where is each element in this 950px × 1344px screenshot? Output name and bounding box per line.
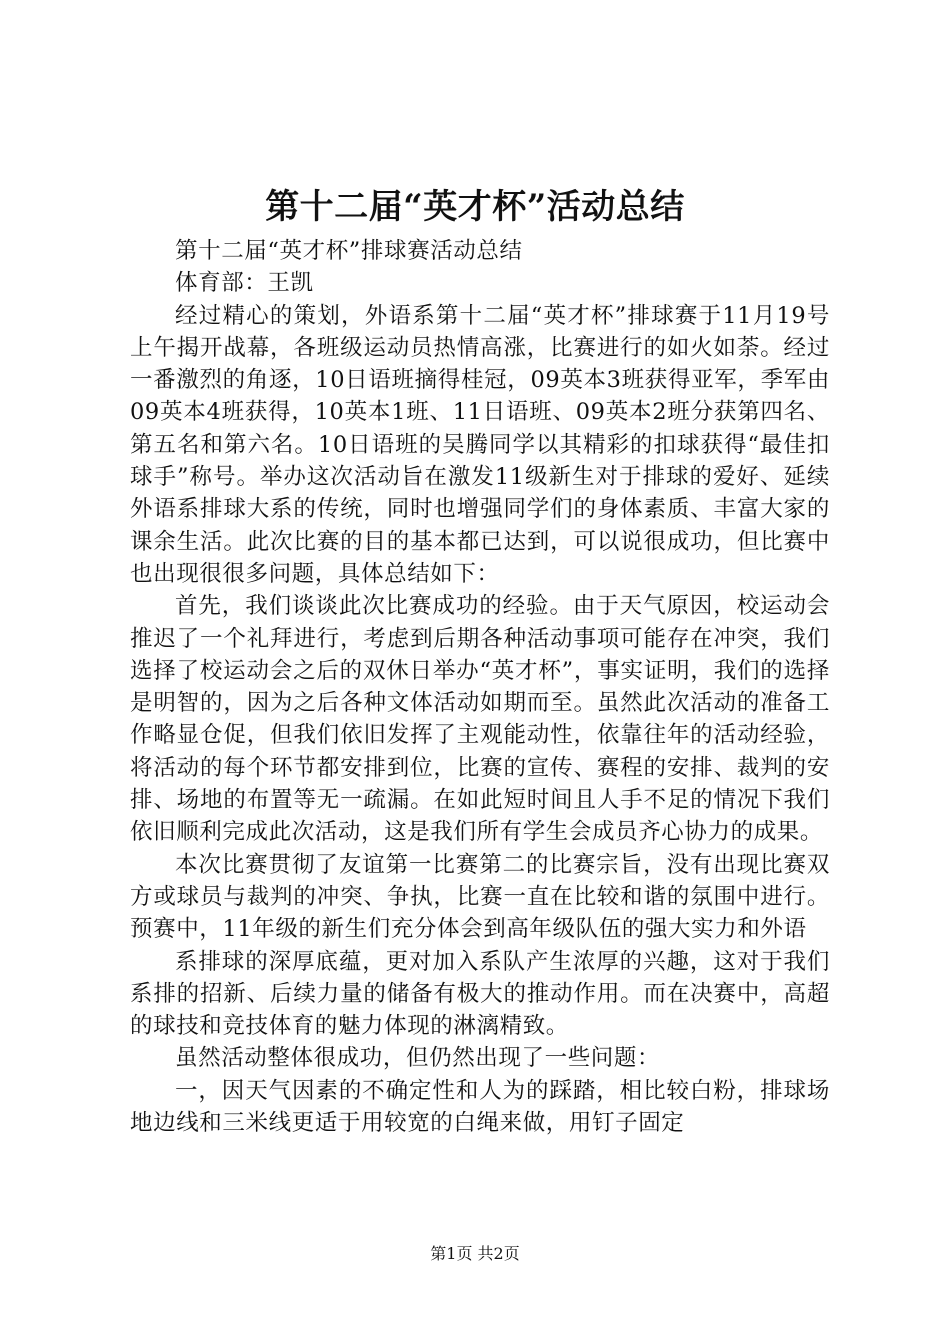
paragraph-spirit-continued: 系排球的深厚底蕴，更对加入系队产生浓厚的兴趣，这对于我们系排的招新、后续力量的储备有极大的推动作用。而在决赛中，高超的球技和竞技体育的魅力体现的淋漓精致。 [130, 948, 830, 1040]
paragraph-spirit: 本次比赛贯彻了友谊第一比赛第二的比赛宗旨，没有出现比赛双方或球员与裁判的冲突、争执，比赛一直在比较和谐的氛围中进行。预赛中，11年级的新生们充分体会到高年级队伍的强大实力和外语 [130, 851, 830, 943]
document-body [130, 235, 830, 1139]
paragraph-problems-intro: 虽然活动整体很成功，但仍然出现了一些问题： [175, 1045, 661, 1072]
document-title: 第十二届“英才杯”活动总结 [265, 187, 685, 227]
paragraph-author: 体育部：王凯 [175, 270, 314, 297]
paragraph-subtitle: 第十二届“英才杯”排球赛活动总结 [175, 238, 523, 264]
paragraph-intro: 经过精心的策划，外语系第十二届“英才杯”排球赛于11月19号上午揭开战幕，各班级运动员热情高涨，比赛进行的如火如荼。经过一番激烈的角逐，10日语班摘得桂冠，09英本3班获得亚军，季军由09英本4班获得，10英本1班、11日语班、09英本2班分获第四名、第五名和第六名。10日语班的吴腾同学以其精彩的扣球获得“最佳扣球手”称号。举办这次活动旨在激发11级新生对于排球的爱好、延续外语系排球大系的传统，同时也增强同学们的身体素质、丰富大家的课余生活。此次比赛的目的基本都已达到，可以说很成功，但比赛中也出现很很多问题，具体总结如下： [130, 302, 830, 587]
paragraph-success: 首先，我们谈谈此次比赛成功的经验。由于天气原因，校运动会推迟了一个礼拜进行，考虑到后期各种活动事项可能存在冲突，我们选择了校运动会之后的双休日举办“英才杯”，事实证明，我们的选择是明智的，因为之后各种文体活动如期而至。虽然此次活动的准备工作略显仓促，但我们依旧发挥了主观能动性，依靠往年的活动经验，将活动的每个环节都安排到位，比赛的宣传、赛程的安排、裁判的安排、场地的布置等无一疏漏。在如此短时间且人手不足的情况下我们依旧顺利完成此次活动，这是我们所有学生会成员齐心协力的成果。 [130, 593, 830, 846]
paragraph-problem-one: 一，因天气因素的不确定性和人为的踩踏，相比较白粉，排球场地边线和三米线更适于用较宽的白绳来做，用钉子固定 [130, 1077, 830, 1137]
page-footer: 第1页 共2页 [430, 1244, 520, 1263]
